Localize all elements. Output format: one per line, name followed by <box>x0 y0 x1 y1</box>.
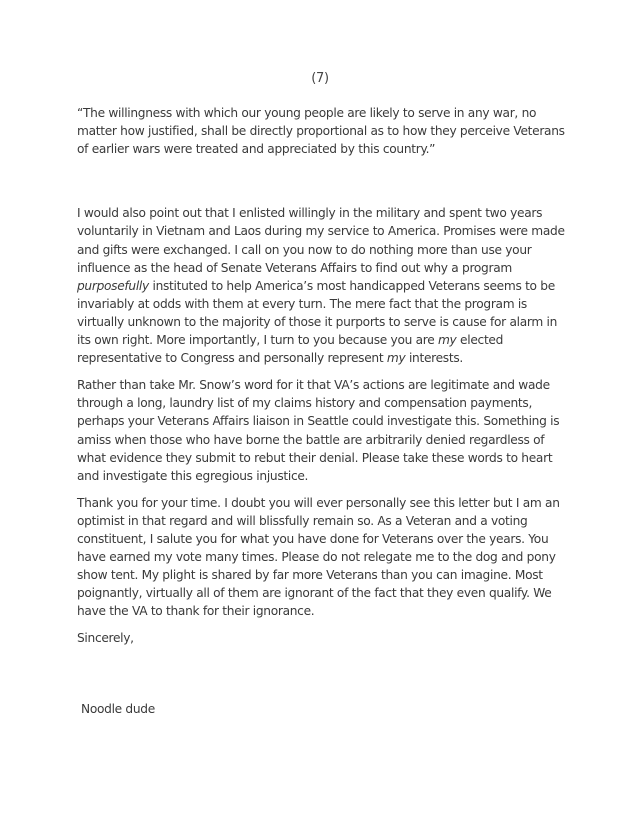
p1-italic-my-2: my <box>386 351 406 366</box>
paragraph-3-text: Thank you for your time. I doubt you will ever personally see this letter but I am an optimist in that regard and will blissfully remain so. As a Veteran and a voting constituent, I salute you for what you have done for Veterans over the years. You have earned my vote many times. Please do not relegate me to the dog and pony show tent. My plight is shared by far more Veterans than you can imagine. Most poignantly, virtually all of them are ignorant of the fact that they even qualify. We have the VA to thank for their ignorance. <box>77 495 560 619</box>
signature: Noodle dude <box>81 701 155 716</box>
closing <box>77 629 568 647</box>
page-number: (7) <box>311 71 329 86</box>
p1-part-e: elected representative to Congress and personally represent <box>77 333 504 366</box>
quote-text: “The willingness with which our young people are likely to serve in any war, no matter how justified, shall be directly proportional as to how they perceive Veterans of earlier wars were treated and appreciated by this country.” <box>77 106 565 157</box>
p1-part-c: instituted to help America’s most handicapped Veterans seems to be invariably at odds with them at every turn. The mere fact that the program is virtually unknown to the majority of those it purports to serve is cause for alarm in its own right. More importantly, I turn to you because you are <box>77 278 558 348</box>
paragraph-1-text <box>77 204 568 367</box>
p1-part-a: I would also point out that I enlisted willingly in the military and spent two years voluntarily in Vietnam and Laos during my service to America. Promises were made and gifts were exchanged. I call on you now to do nothing more than use your influence as the head of Senate Veterans Affairs to find out why a program <box>77 206 565 275</box>
p1-italic-purposefully: purposefully <box>77 278 149 293</box>
closing-text: Sincerely, <box>77 631 134 646</box>
body-paragraph-2 <box>77 376 568 485</box>
p1-italic-my-1: my <box>437 333 457 348</box>
body-paragraph-1 <box>77 204 568 367</box>
quote-paragraph <box>77 104 568 158</box>
paragraph-2-text: Rather than take Mr. Snow’s word for it that VA’s actions are legitimate and wade through a long, laundry list of my claims history and compensation payments, perhaps your Veterans Affairs liaison in Seattle could investigate this. Something is amiss when those who have borne the battle are arbitrarily denied regardless of what evidence they submit to rebut their denial. Please take these words to heart and investigate this egregious injustice. <box>77 378 560 483</box>
body-paragraph-3 <box>77 494 568 621</box>
p1-part-g: interests. <box>405 351 463 366</box>
